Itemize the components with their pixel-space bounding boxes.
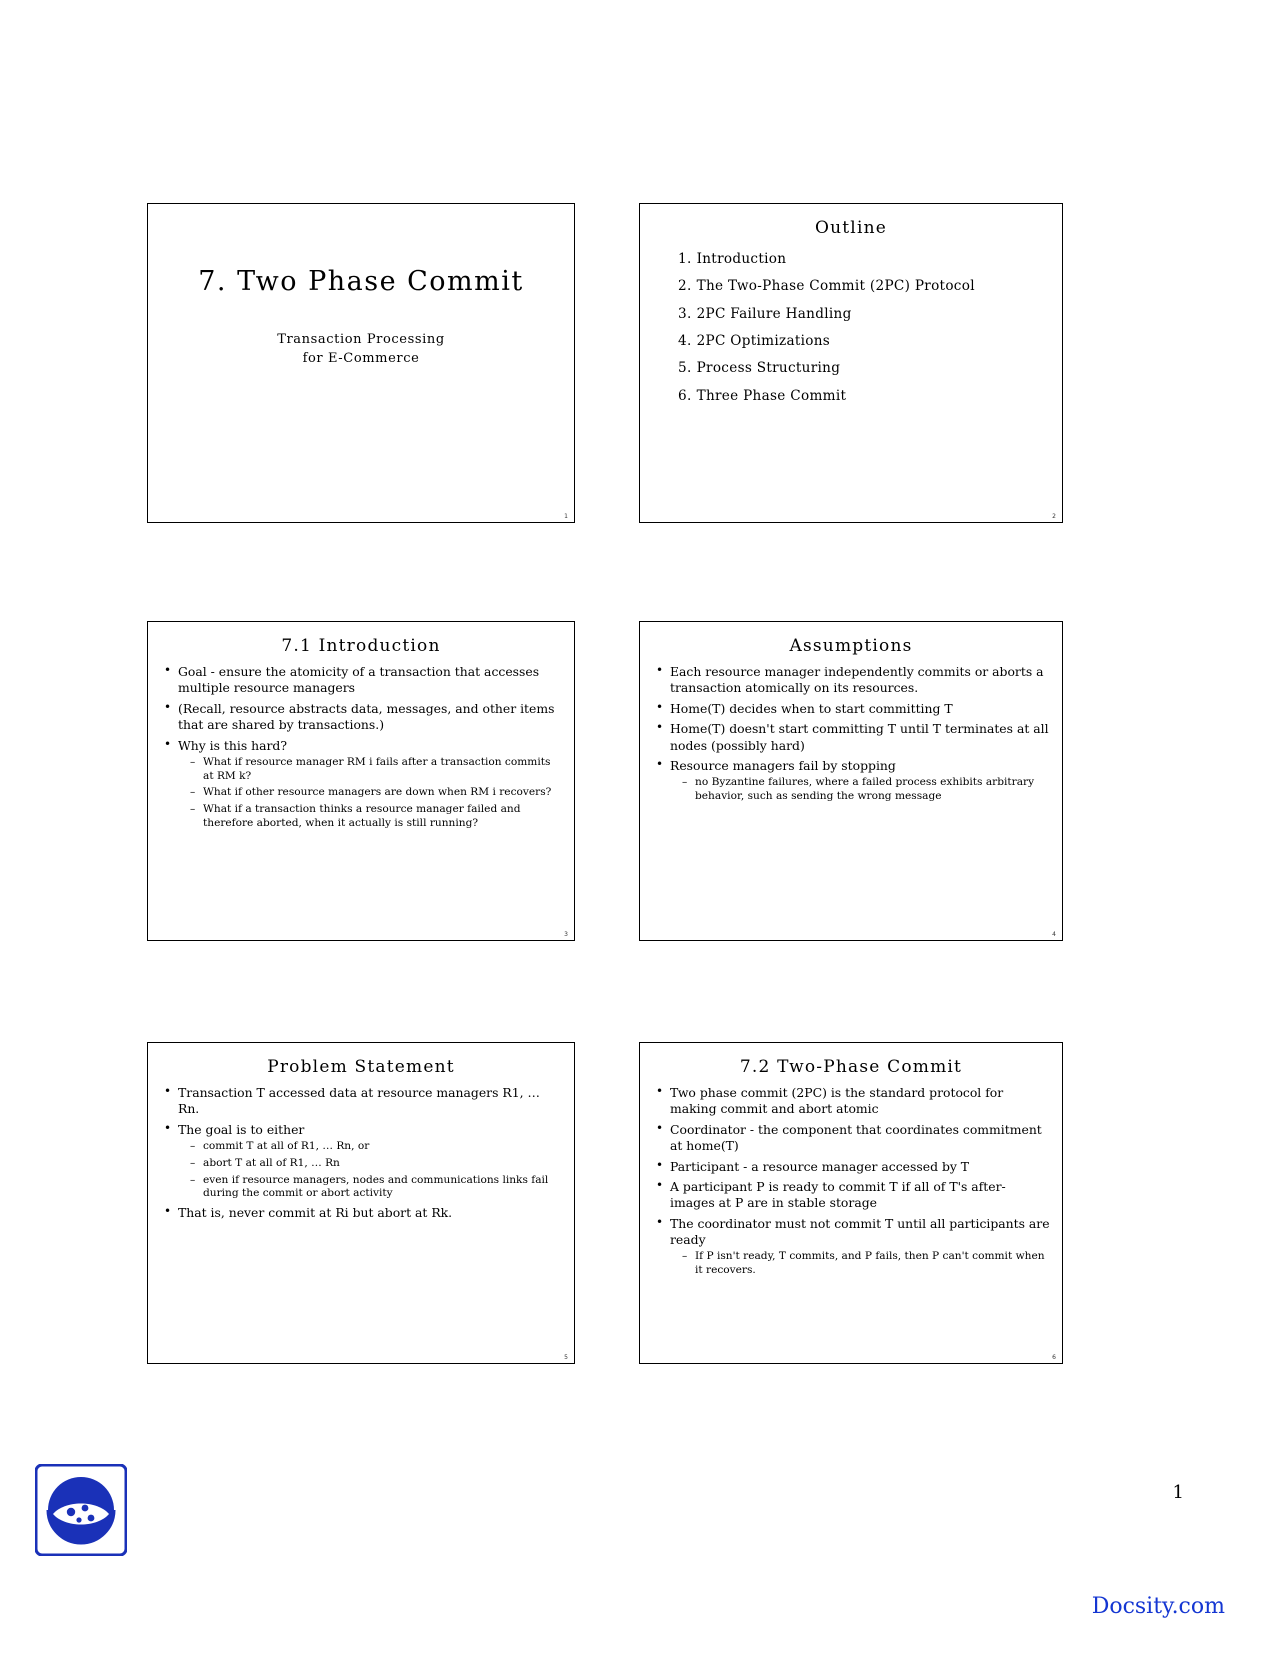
brand-watermark: Docsity.com [1091,1594,1225,1619]
list-item [654,1216,1050,1278]
slide-heading: Problem Statement [267,1057,455,1077]
list-item: – no Byzantine failures, where a failed process exhibits arbitrary behavior, such as sending the wrong message [682,776,1050,804]
slide-footer [154,1354,568,1361]
list-item: The Two-Phase Commit (2PC) Protocol [696,278,975,295]
list-item [162,1122,562,1201]
list-item-label: Resource managers fail by stopping [670,757,896,773]
bullet-list [640,664,1062,804]
slide-footer [646,1354,1056,1361]
sub-bullet-list [178,1140,562,1201]
slide-footer [154,931,568,938]
slide-heading: 7.1 Introduction [281,636,441,656]
bullet-list [640,1085,1062,1278]
list-item [654,758,1050,804]
list-item: Three Phase Commit [696,387,847,404]
slide-problem-statement [147,1042,575,1364]
page-number: 1 [1172,1482,1184,1503]
list-item: • Each resource manager independently commits or aborts a transaction atomically on its resources. [654,664,1050,697]
slide-main-title: 7. Two Phase Commit [198,266,524,297]
footer-page-number: 1 [564,513,568,520]
slide-assumptions [639,621,1063,941]
footer-page-number: 3 [564,931,568,938]
list-item [162,738,562,831]
list-item-label: Why is this hard? [178,737,287,753]
slide-heading: 7.2 Two-Phase Commit [739,1057,963,1077]
list-item: – even if resource managers, nodes and communications links fail during the commit or abort activity [190,1174,562,1202]
list-item: 2PC Optimizations [696,333,831,350]
list-item: • Home(T) decides when to start committing T [654,701,1050,717]
list-item: • Transaction T accessed data at resource managers R1, … Rn. [162,1085,562,1118]
slide-introduction [147,621,575,941]
footer-page-number: 2 [1052,513,1056,520]
sub-bullet-list [178,756,562,831]
slide-heading: Assumptions [789,636,913,656]
list-item: – If P isn't ready, T commits, and P fails, then P can't commit when it recovers. [682,1250,1050,1278]
list-item: 2PC Failure Handling [696,305,852,322]
sub-bullet-list [670,776,1050,804]
footer-page-number: 4 [1052,931,1056,938]
list-item: Process Structuring [696,360,841,377]
list-item-label: The goal is to either [178,1121,305,1137]
slide-footer [154,513,568,520]
slide-subtitle-line2: for E-Commerce [302,350,420,366]
bullet-list [148,664,574,831]
list-item: – What if other resource managers are down when RM i recovers? [190,786,562,800]
list-item: • Two phase commit (2PC) is the standard protocol for making commit and abort atomic [654,1085,1050,1118]
list-item: • (Recall, resource abstracts data, messages, and other items that are shared by transactions.) [162,701,562,734]
docsity-logo-icon [35,1464,127,1556]
slide-title [147,203,575,523]
outline-list [640,250,1062,405]
slide-subtitle [148,331,574,369]
list-item: – What if resource manager RM i fails after a transaction commits at RM k? [190,756,562,784]
list-item: – abort T at all of R1, … Rn [190,1157,562,1171]
list-item: • Goal - ensure the atomicity of a transaction that accesses multiple resource managers [162,664,562,697]
slide-heading: Outline [814,218,887,238]
slide-footer [646,513,1056,520]
footer-page-number: 5 [564,1354,568,1361]
list-item: • Coordinator - the component that coordinates commitment at home(T) [654,1122,1050,1155]
list-item: – commit T at all of R1, … Rn, or [190,1140,562,1154]
list-item-label: The coordinator must not commit T until all participants are ready [670,1215,1050,1247]
sub-bullet-list [670,1250,1050,1278]
list-item: • Home(T) doesn't start committing T until T terminates at all nodes (possibly hard) [654,721,1050,754]
slide-outline [639,203,1063,523]
bullet-list [148,1085,574,1222]
slide-subtitle-line1: Transaction Processing [277,332,445,347]
list-item: • A participant P is ready to commit T if all of T's after-images at P are in stable storage [654,1179,1050,1212]
list-item: – What if a transaction thinks a resource manager failed and therefore aborted, when it actually is still running? [190,803,562,831]
list-item: • That is, never commit at Ri but abort at Rk. [162,1205,562,1221]
list-item: • Participant - a resource manager accessed by T [654,1159,1050,1175]
list-item: Introduction [696,251,787,267]
slide-two-phase-commit [639,1042,1063,1364]
footer-page-number: 6 [1052,1354,1056,1361]
slide-footer [646,931,1056,938]
